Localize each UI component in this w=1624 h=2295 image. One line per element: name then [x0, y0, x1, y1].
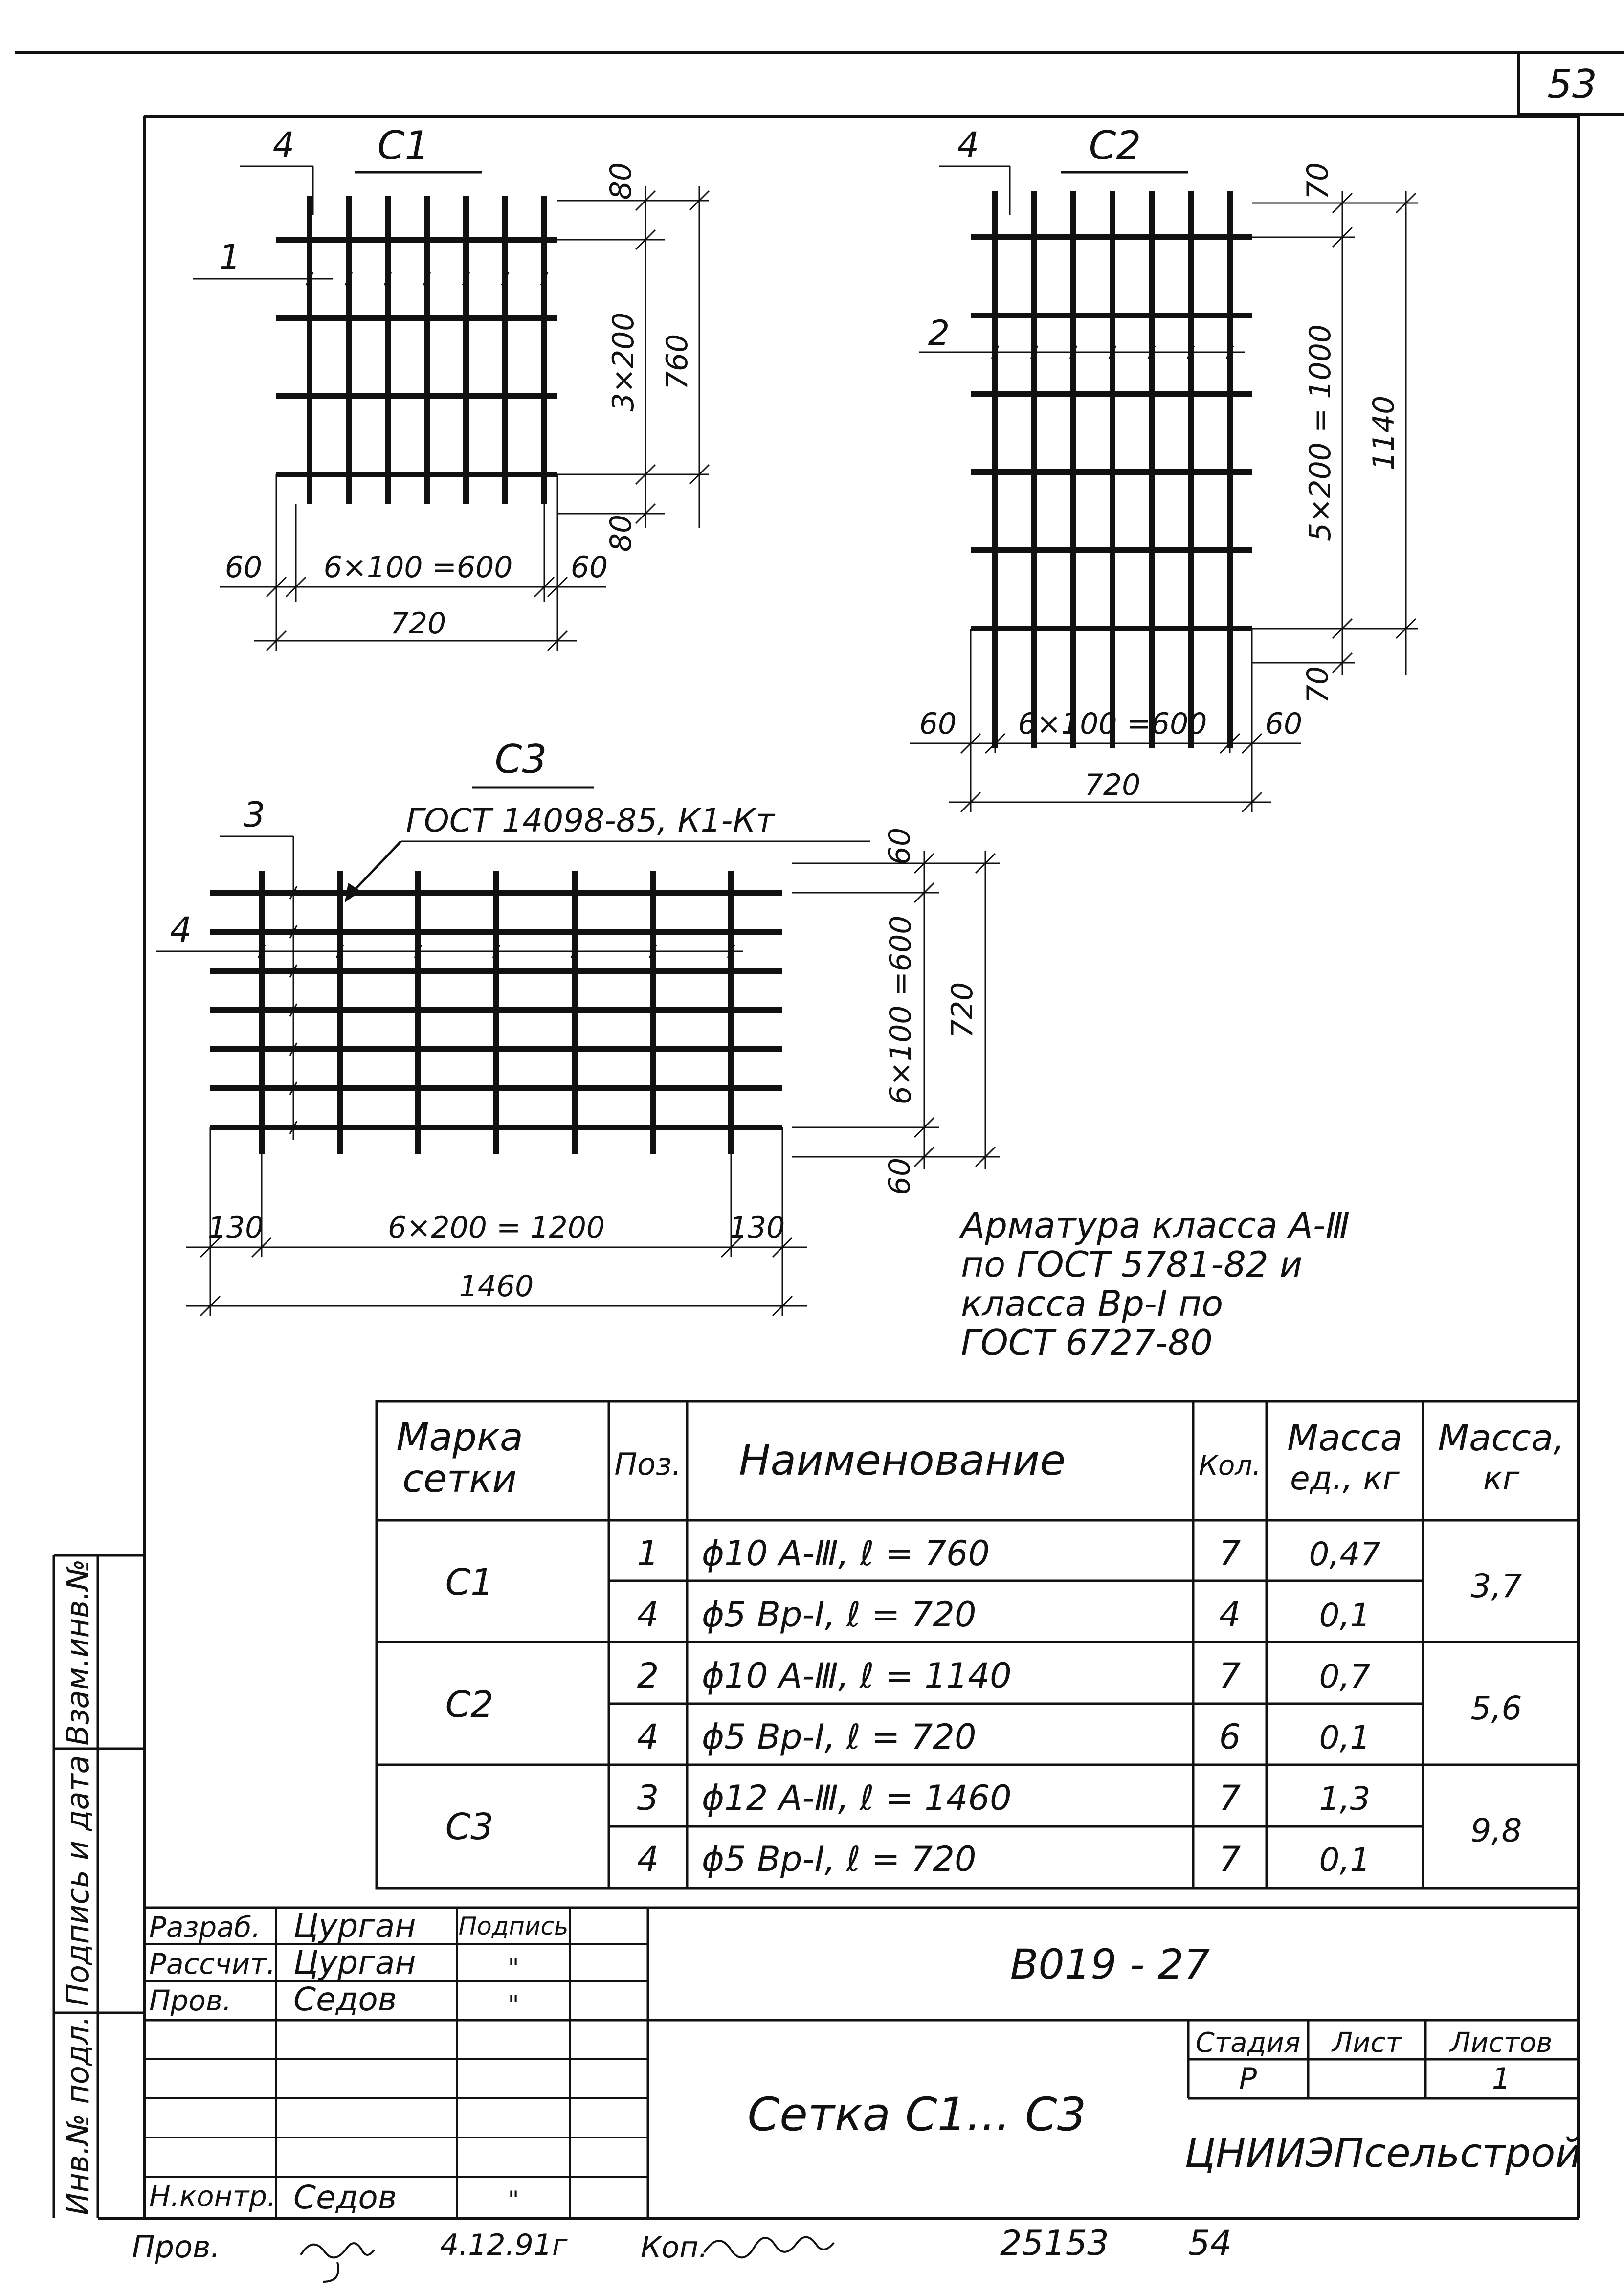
footer-check-label: Пров.	[132, 2229, 221, 2265]
mesh-c2-dim-total-h: 1140	[1367, 395, 1401, 471]
mesh-c3-dim-middle: 6×100 =600	[884, 915, 918, 1105]
sheet-label: Лист	[1332, 2027, 1402, 2059]
mesh-c2-dim-top: 70	[1301, 162, 1335, 200]
document-code: В019 - 27	[1010, 1940, 1210, 1988]
row-unit-mass: 0,1	[1319, 1719, 1371, 1756]
group-mass: 3,7	[1470, 1567, 1522, 1605]
row-unit-mass: 0,1	[1319, 1841, 1371, 1879]
mesh-c3	[156, 737, 1000, 1316]
role-norm-control: Н.контр.	[149, 2180, 276, 2213]
mesh-c2-dim-right: 60	[1265, 707, 1303, 741]
name-checked: Седов	[293, 1980, 397, 2018]
drawing-title: Сетка С1... С3	[747, 2088, 1087, 2141]
copyist-signature	[704, 2237, 834, 2258]
group-mark: С2	[445, 1684, 494, 1726]
mesh-c1-pos-long: 1	[219, 237, 241, 277]
side-stamp	[54, 1555, 144, 2218]
mesh-c1-title: С1	[377, 123, 430, 168]
mesh-c1-horizontal-dims	[220, 474, 608, 651]
mesh-c3-vertical-dims	[792, 828, 1000, 1195]
mesh-c3-horizontal-dims	[186, 1127, 807, 1316]
footer-page: 54	[1188, 2223, 1232, 2263]
mesh-c3-pos-trans: 4	[170, 910, 192, 950]
row-pos: 3	[637, 1778, 659, 1818]
header-mass-line1: Масса,	[1438, 1417, 1565, 1459]
title-block-roles	[149, 1911, 276, 2213]
header-mark-line2: сетки	[402, 1457, 517, 1501]
signature-header: Подпись	[458, 1912, 569, 1940]
row-qty: 7	[1219, 1533, 1241, 1574]
mesh-c1-dim-top: 80	[604, 162, 638, 200]
row-unit-mass: 0,47	[1309, 1535, 1381, 1573]
header-name: Наименование	[738, 1436, 1066, 1485]
group-mark: С1	[445, 1561, 494, 1603]
mesh-c3-dim-total-w: 1460	[459, 1269, 534, 1304]
mesh-c3-weld-note: ГОСТ 14098-85, К1-Кт	[406, 802, 775, 839]
mesh-c3-pos-long: 3	[243, 795, 266, 835]
sheets-value: 1	[1491, 2062, 1511, 2096]
organization: ЦНИИЭПсельстрой	[1184, 2130, 1581, 2177]
mesh-c1-dim-middle-w: 6×100 =600	[323, 550, 513, 585]
row-pos: 4	[637, 1717, 659, 1757]
row-name: ϕ5 Вр-I, ℓ = 720	[702, 1839, 977, 1879]
sheet-header	[15, 53, 1624, 115]
mesh-c3-dim-top: 60	[883, 827, 917, 865]
spec-group-c1	[445, 1533, 1522, 1635]
mesh-c2	[910, 123, 1418, 812]
stage-value: Р	[1239, 2062, 1257, 2096]
title-block-names	[293, 1907, 416, 2216]
row-pos: 2	[637, 1656, 659, 1696]
mesh-c2-pos-long: 2	[928, 313, 950, 353]
row-name: ϕ10 А-Ⅲ, ℓ = 1140	[702, 1656, 1012, 1696]
mesh-c2-dim-total-w: 720	[1084, 768, 1141, 802]
group-mass: 5,6	[1470, 1689, 1522, 1727]
mesh-c2-vertical-dims	[1252, 162, 1418, 703]
mesh-c3-dim-middle-w: 6×200 = 1200	[387, 1211, 605, 1245]
row-qty: 7	[1219, 1839, 1241, 1879]
mesh-c3-dim-left: 130	[207, 1211, 264, 1245]
mesh-c2-pos-trans: 4	[957, 125, 979, 165]
name-norm-control: Седов	[293, 2179, 397, 2216]
name-developed: Цурган	[293, 1907, 416, 1945]
row-pos: 4	[637, 1839, 659, 1879]
row-name: ϕ12 А-Ⅲ, ℓ = 1460	[702, 1778, 1012, 1818]
table-row	[637, 1595, 1371, 1635]
stage-label: Стадия	[1195, 2027, 1301, 2059]
drawing-frame	[98, 116, 1579, 2218]
mesh-c3-dim-right: 130	[729, 1211, 785, 1245]
mesh-c1-transverse-bars	[276, 240, 557, 474]
row-name: ϕ5 Вр-I, ℓ = 720	[702, 1717, 977, 1757]
mesh-c3-title: С3	[494, 737, 547, 782]
mesh-c1-dim-total-w: 720	[390, 607, 446, 641]
row-qty: 4	[1219, 1595, 1241, 1635]
mesh-c1-pos-trans: 4	[272, 125, 295, 165]
row-pos: 1	[637, 1533, 659, 1574]
footer	[132, 2223, 1232, 2282]
spec-group-c3	[445, 1778, 1522, 1879]
row-unit-mass: 0,7	[1319, 1658, 1371, 1695]
footer-date: 4.12.91г	[440, 2228, 568, 2262]
title-block	[144, 1907, 1581, 2218]
table-row	[637, 1717, 1371, 1757]
mesh-c1-dim-bottom: 80	[604, 514, 638, 552]
checker-signature	[301, 2243, 374, 2282]
spec-table	[377, 1401, 1579, 1888]
row-unit-mass: 0,1	[1319, 1597, 1371, 1634]
mesh-c1	[193, 123, 709, 651]
role-calculated: Рассчит.	[149, 1947, 276, 1980]
signature-mark-calculated: "	[508, 1954, 519, 1982]
table-row	[637, 1656, 1371, 1696]
footer-copy-label: Коп.	[641, 2230, 708, 2265]
header-unit-mass-line2: ед., кг	[1290, 1460, 1400, 1497]
mesh-c1-dim-right: 60	[570, 550, 608, 585]
mesh-c2-dim-left: 60	[919, 707, 957, 741]
spec-group-c2	[445, 1656, 1522, 1757]
sheets-label: Листов	[1450, 2027, 1553, 2059]
group-mark: С3	[445, 1806, 494, 1848]
mesh-c2-dim-middle-w: 6×100 =600	[1018, 707, 1207, 741]
header-unit-mass-line1: Масса	[1287, 1417, 1402, 1459]
mesh-c1-dim-total-h: 760	[660, 334, 694, 390]
table-row	[637, 1533, 1381, 1574]
signature-mark-checked: "	[508, 1990, 519, 2019]
role-developed: Разраб.	[149, 1911, 261, 1944]
mesh-c3-dim-total-h: 720	[945, 982, 979, 1038]
footer-order-number: 25153	[1000, 2223, 1109, 2263]
signature-mark-norm-control: "	[508, 2186, 519, 2214]
row-name: ϕ10 А-Ⅲ, ℓ = 760	[702, 1533, 990, 1574]
table-row	[637, 1778, 1371, 1818]
row-pos: 4	[637, 1595, 659, 1635]
name-calculated: Цурган	[293, 1944, 416, 1981]
role-checked: Пров.	[149, 1984, 232, 2017]
row-qty: 7	[1219, 1656, 1241, 1696]
mesh-c2-horizontal-dims	[910, 629, 1302, 812]
header-qty: Кол.	[1199, 1450, 1261, 1482]
sheet-number: 53	[1547, 62, 1597, 107]
mesh-c3-dim-bottom: 60	[883, 1157, 917, 1195]
row-qty: 7	[1219, 1778, 1241, 1818]
note-line-2: по ГОСТ 5781-82 и	[961, 1244, 1303, 1285]
mesh-c2-title: С2	[1089, 123, 1141, 168]
row-name: ϕ5 Вр-I, ℓ = 720	[702, 1595, 977, 1635]
mesh-c1-dim-left: 60	[224, 550, 263, 585]
stamp-replaces-inv: Взам.инв.№	[60, 1559, 95, 1746]
mesh-c2-dim-bottom: 70	[1301, 666, 1335, 704]
table-row	[637, 1839, 1371, 1879]
note-line-1: Арматура класса А-Ⅲ	[961, 1205, 1350, 1246]
group-mass: 9,8	[1470, 1812, 1522, 1849]
note-line-4: ГОСТ 6727-80	[961, 1322, 1213, 1363]
note-line-3: класса Вр-I по	[961, 1283, 1224, 1324]
reinforcement-note	[959, 1205, 1350, 1363]
header-mark-line1: Марка	[396, 1416, 523, 1460]
mesh-c1-vertical-dims	[557, 162, 709, 552]
header-mass-line2: кг	[1483, 1460, 1520, 1497]
row-unit-mass: 1,3	[1319, 1780, 1371, 1818]
mesh-c1-dim-middle: 3×200	[606, 312, 641, 412]
header-pos: Поз.	[614, 1446, 682, 1482]
row-qty: 6	[1219, 1717, 1241, 1757]
mesh-c2-dim-middle: 5×200 = 1000	[1303, 324, 1337, 542]
stamp-signature-date: Подпись и дата	[60, 1755, 95, 2006]
spec-table-header	[396, 1416, 1564, 1501]
stamp-inv-original: Инв.№ подл.	[60, 2015, 95, 2216]
